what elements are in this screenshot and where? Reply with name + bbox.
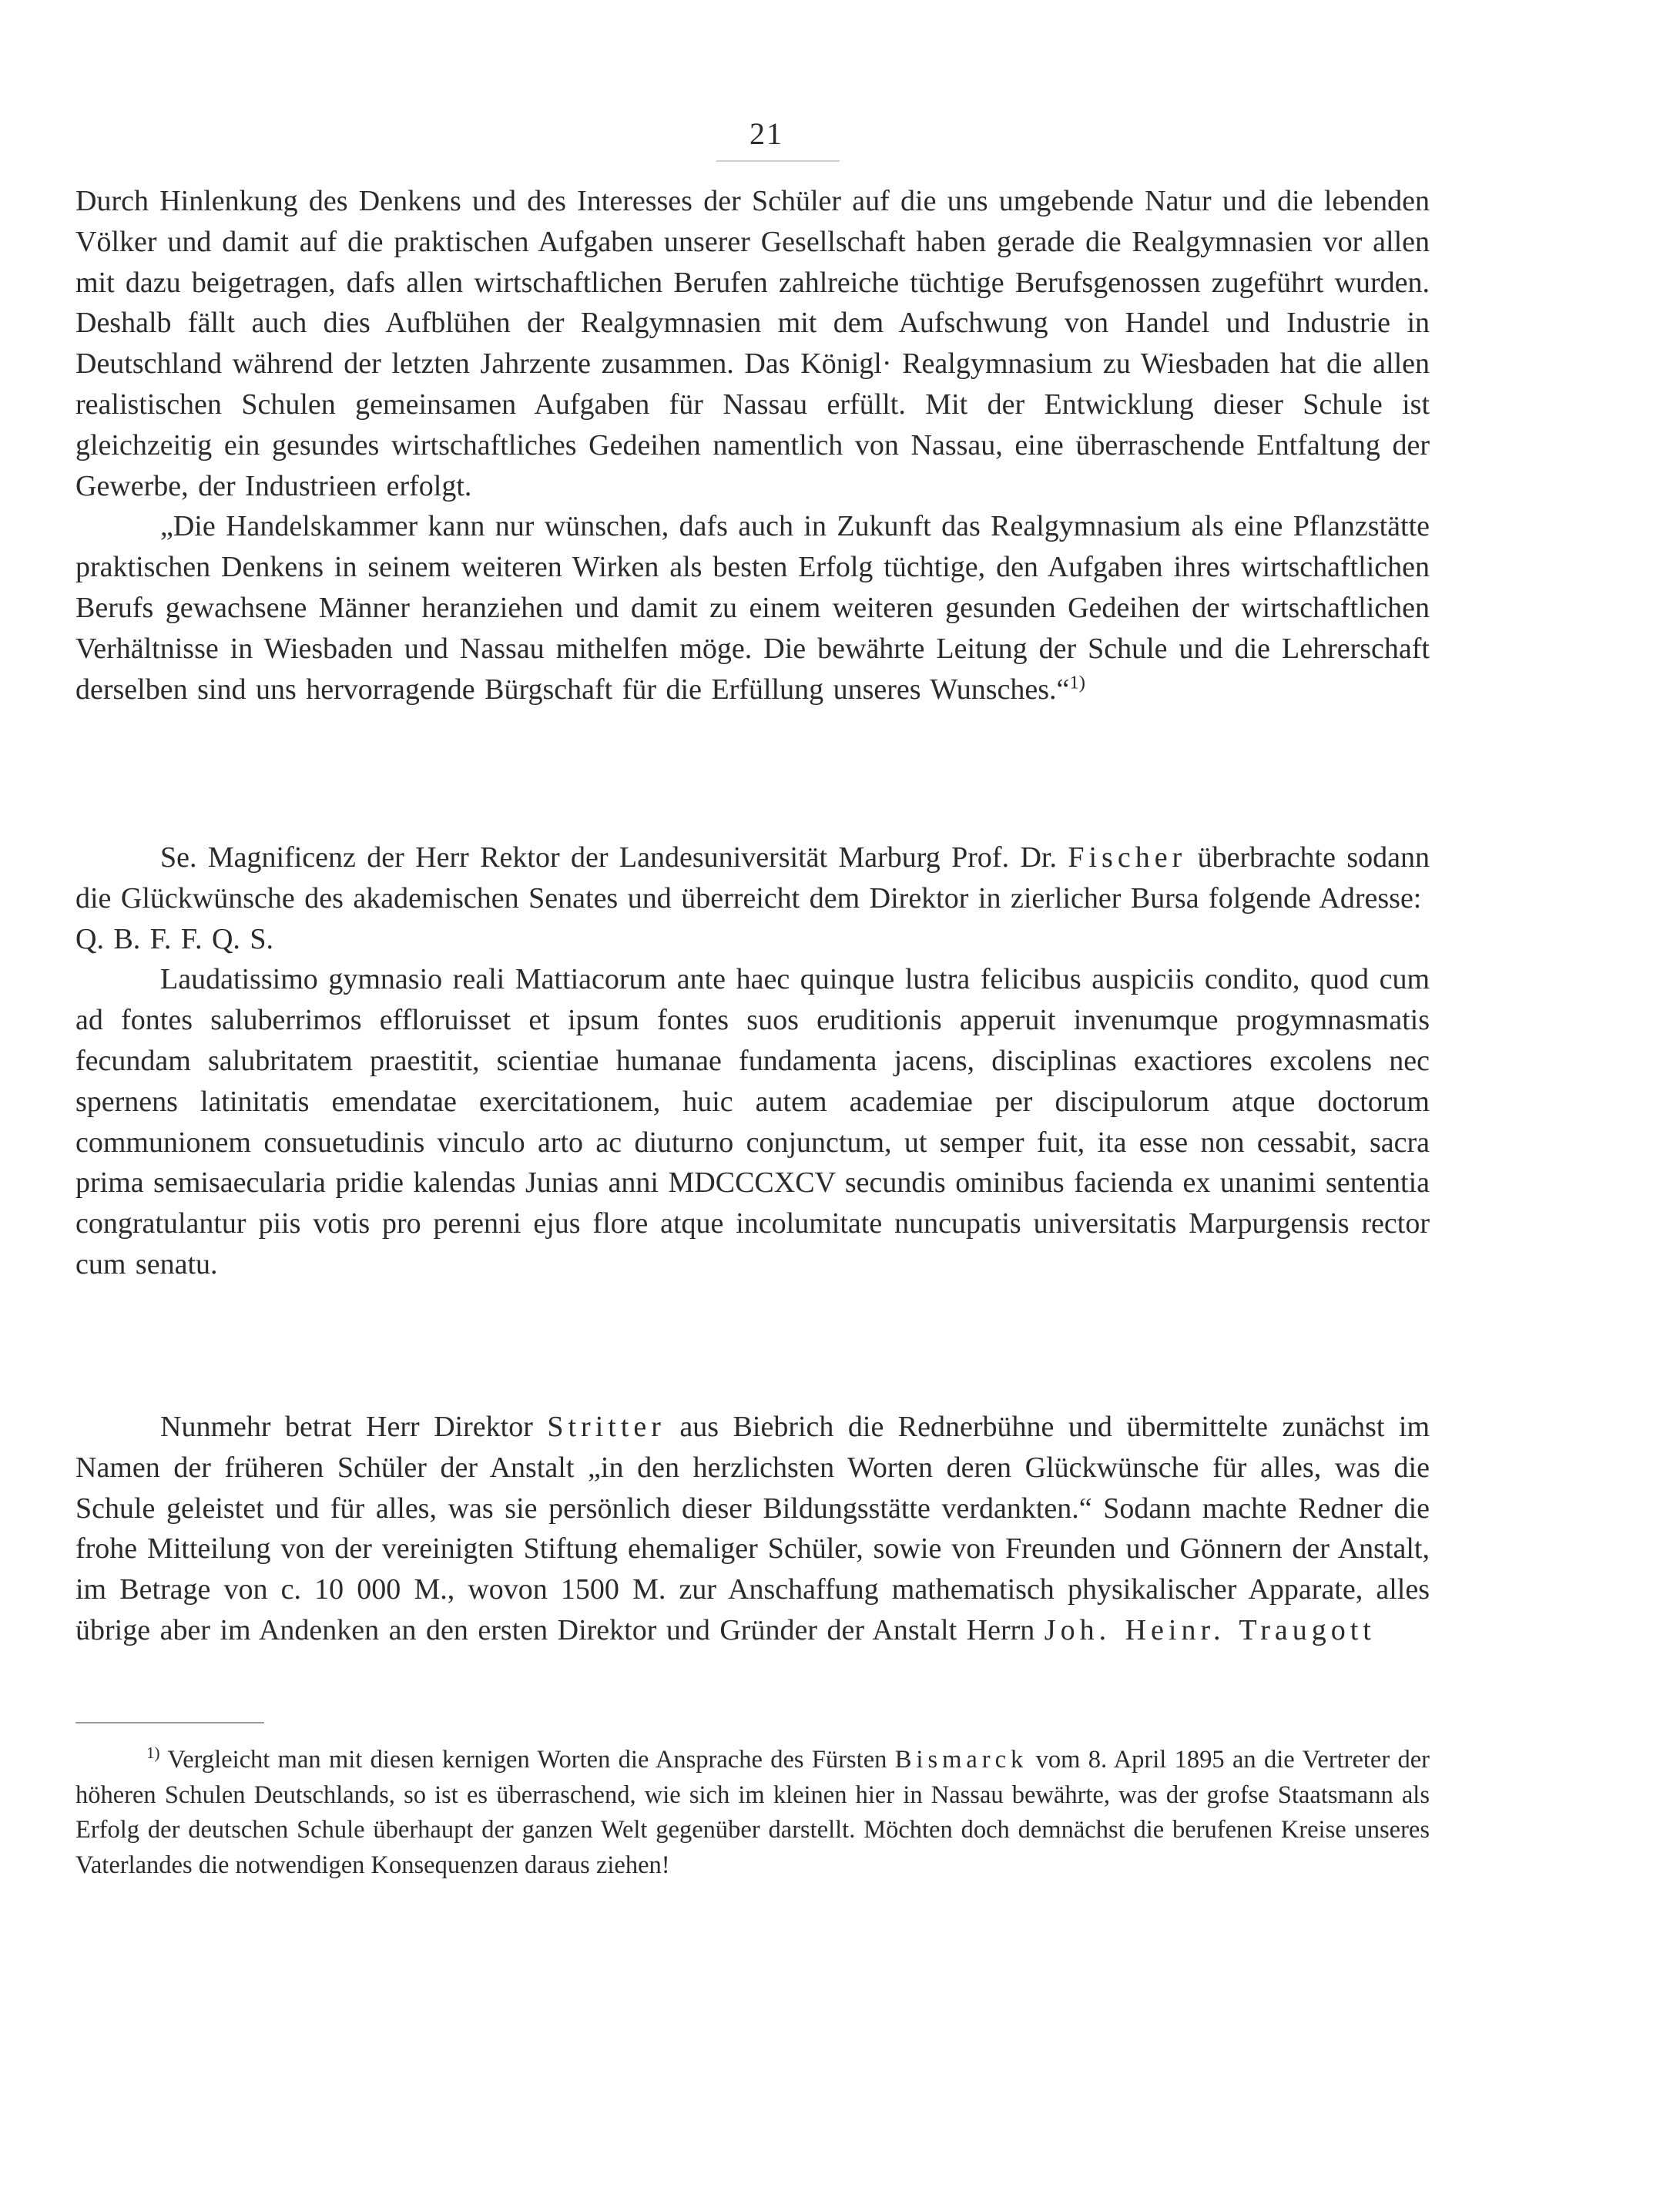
paragraph-latin-address: Laudatissimo gymnasio reali Mattiacorum ante haec quinque lustra felicibus auspiciis condito, quod cum ad fontes saluberrimos effloruisset et ipsum fontes suos eruditionis apperuit invenumque progymnasmatis fecundam salubritatem praestitit, scientiae humanae fundamenta jacens, disciplinas exactiores excolens nec spernens latinitatis emendatae exercitationem, huic autem academiae per discipulorum atque doctorum communionem consuetudinis vinculo arto ac diuturno conjunctum, ut semper fuit, ita esse non cessabit, sacra prima semisaecularia pridie kalendas Junias anni MDCCCXCV secundis ominibus facienda ex unanimi sententia congratulantur piis votis pro perenni ejus flore atque incolumitate nuncupatis universitatis Marpurgensis rector cum senatu. <box>75 963 1430 1280</box>
text-span: Nunmehr betrat Herr Direktor <box>160 1411 533 1443</box>
text-span: aus Biebrich die Rednerbühne und übermittelte zunächst im Namen der früheren Schüler der Anstalt „in den herzlichsten Worten deren Glückwünsche für alles, was die Schule geleistet und für alles, was sie persönlich dieser Bildungsstätte verdankten.“ Sodann machte Redner die frohe Mitteilung von der vereinigten Stiftung ehemaliger Schüler, sowie von Freunden und Gönnern der Anstalt, im Betrage von c. 10 000 M., wovon 1500 M. zur Anschaffung mathematisch physikalischer Apparate, alles übrige aber im Andenken an den ersten Direktor und Gründer der Anstalt Herrn <box>75 1411 1430 1646</box>
footnote <box>75 1743 1430 1883</box>
text-span: Vergleicht man mit diesen kernigen Worten die Ansprache des Fürsten <box>167 1746 887 1774</box>
paragraph-rektor-marburg <box>75 837 1430 919</box>
paragraph-handelskammer-quote <box>75 506 1430 710</box>
latin-address-heading: Q. B. F. F. Q. S. <box>75 922 274 955</box>
page-number: 21 <box>749 116 783 151</box>
paragraph-stritter <box>75 1407 1430 1651</box>
name-traugott: Joh. Heinr. Traugott <box>1044 1613 1376 1646</box>
text-block-bottom <box>75 1407 1430 1651</box>
paragraph-realgymnasien: Durch Hinlenkung des Denkens und des Interesses der Schüler auf die uns umgebende Natur und die lebenden Völker und damit auf die praktischen Aufgaben unserer Gesellschaft haben gerade die Realgymnasien vor allen mit dazu beigetragen, dafs allen wirtschaftlichen Berufen zahlreiche tüchtige Berufsgenossen zugeführt wurden. Deshalb fällt auch dies Aufblühen der Realgymnasien mit dem Aufschwung von Handel und Industrie in Deutschland während der letzten Jahrzente zusammen. Das Königl· Realgymnasium zu Wiesbaden hat die allen realistischen Schulen gemeinsamen Aufgaben für Nassau erfüllt. Mit der Entwicklung dieser Schule ist gleichzeitig ein gesundes wirtschaftliches Gedeihen namentlich von Nassau, eine überraschende Entfaltung der Gewerbe, der Industrieen erfolgt. <box>75 185 1430 502</box>
footnote-marker: 1) <box>146 1744 160 1763</box>
footnote-text <box>75 1743 1430 1883</box>
name-bismarck: Bismarck <box>894 1746 1028 1774</box>
footnote-reference: 1) <box>1069 671 1085 693</box>
text-span: Se. Magnificenz der Herr Rektor der Landesuniversität Marburg Prof. Dr. <box>160 841 1057 874</box>
text-block-middle <box>75 837 1430 1285</box>
page-number-rule <box>716 160 840 162</box>
text-span: überbrachte sodann die Glückwünsche des akademischen Senates und überreicht dem Direktor in zierlicher Bursa folgende Adresse: <box>75 841 1430 915</box>
quote-text: „Die Handelskammer kann nur wünschen, dafs auch in Zukunft das Realgymnasium als eine Pflanzstätte praktischen Denkens in seinem weiteren Wirken als besten Erfolg tüchtige, den Aufgaben ihres wirtschaftlichen Berufs gewachsene Männer heranziehen und damit zu einem weiteren gesunden Gedeihen der wirtschaftlichen Verhältnisse in Wiesbaden und Nassau mithelfen möge. Die bewährte Leitung der Schule und die Lehrerschaft derselben sind uns hervorragende Bürgschaft für die Erfüllung unseres Wunsches.“ <box>75 510 1430 706</box>
footnote-rule <box>75 1722 264 1723</box>
text-span: vom 8. April 1895 an die Vertreter der höheren Schulen Deutschlands, so ist es überraschend, wie sich im kleinen hier in Nassau bewährte, was der grofse Staatsmann als Erfolg der deutschen Schule überhaupt der ganzen Welt gegenüber darstellt. Möchten doch demnächst die berufenen Kreise unseres Vaterlandes die notwendigen Konsequenzen daraus ziehen! <box>75 1746 1430 1879</box>
text-block-top <box>75 181 1430 710</box>
name-stritter: Stritter <box>547 1411 666 1443</box>
name-fischer: Fischer <box>1068 841 1187 874</box>
